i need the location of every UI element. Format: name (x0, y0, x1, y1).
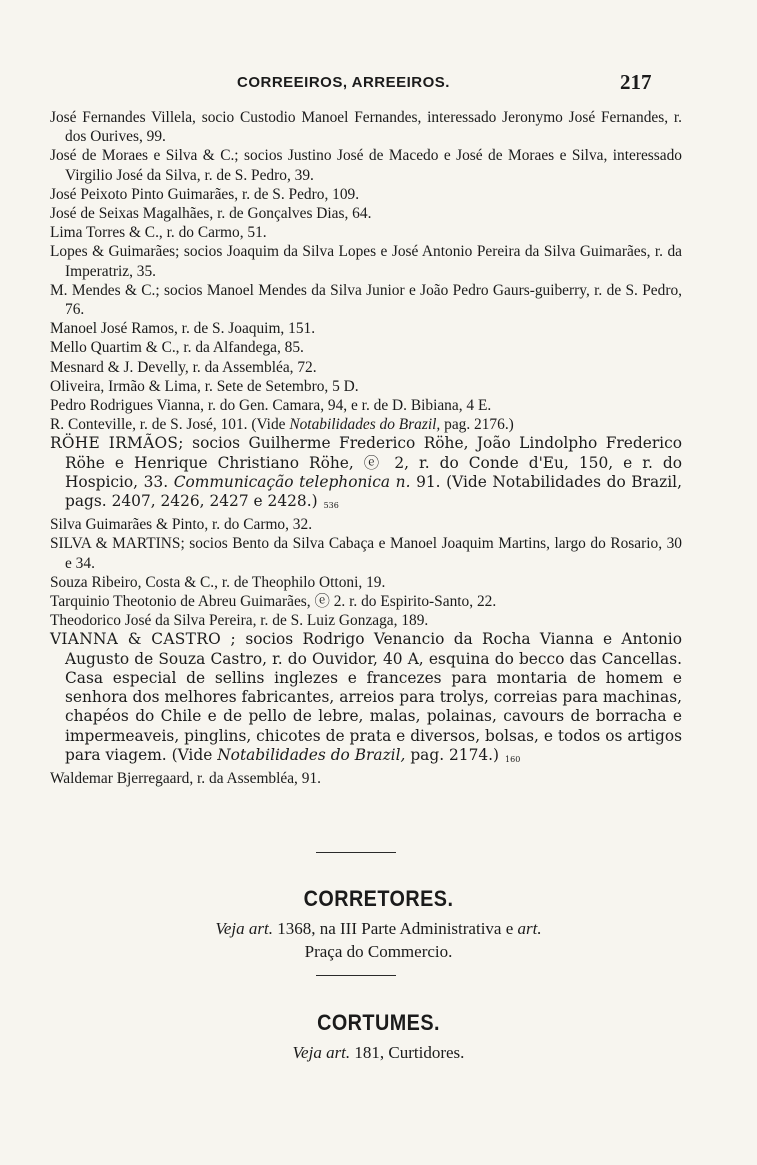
list-item (50, 573, 682, 592)
note-text: 181, Curtidores. (350, 1043, 465, 1062)
list-item (50, 396, 682, 415)
entry-body: socios Bento da Silva Cabaça e Manoel Joaquim Martins, largo do Rosario, 30 e 34. (65, 535, 682, 572)
list-item (50, 630, 682, 768)
entry-name: Waldemar Bjerregaard, (50, 769, 194, 787)
list-item (50, 592, 682, 611)
entry-body: r. do Carmo, 51. (162, 224, 267, 242)
entry-name: Manoel José Ramos, (50, 320, 178, 338)
list-item (50, 515, 682, 534)
list-item (50, 281, 682, 319)
entry-body: r. Sete de Setembro, 5 D. (200, 377, 359, 395)
entry-name: VIANNA & CASTRO ; (50, 630, 237, 649)
entry-body: ⓔ 2. r. do Espirito-Santo, 22. (310, 593, 497, 611)
entry-body: r. da Assembléa, 72. (188, 358, 317, 376)
note-italic: Veja art. (215, 919, 273, 938)
entry-body: r. da Alfandega, 85. (179, 339, 304, 357)
entry-name: Tarquinio Theotonio de Abreu Guimarães, (50, 593, 311, 611)
note-italic: art. (517, 919, 542, 938)
entry-name: José Peixoto Pinto Guimarães, (50, 185, 239, 203)
list-item (50, 415, 682, 434)
list-item (50, 242, 682, 280)
entry-name: Theodorico José da Silva Pereira, (50, 612, 257, 630)
list-item (50, 358, 682, 377)
entry-body: socios Guilherme Frederico Röhe, João Lindolpho Frederico Röhe e Henrique Christiano Röhe, ⓔ 2, r. do Conde d'Eu, 150, e r. do Hospicio, 33. (65, 434, 682, 491)
entry-name: Lopes & Guimarães; (50, 243, 180, 261)
entry-body: r. do Carmo, 32. (208, 516, 313, 534)
list-item (50, 223, 682, 242)
entry-name: José de Moraes e Silva & C.; (50, 147, 239, 165)
entry-body: r. de S. Joaquim, 151. (177, 320, 316, 338)
entry-tail: 91. (Vide Notabilidades do Brazil, pags. 2407, 2426, 2427 e 2428.) (65, 472, 682, 511)
entry-italic: Notabilidades do Brazil, (217, 745, 406, 764)
entry-body: r. de S. José, 101. (Vide (135, 416, 290, 434)
list-item (50, 204, 682, 223)
list-item (50, 108, 682, 146)
list-item (50, 146, 682, 184)
entry-name: José de Seixas Magalhães, (50, 205, 214, 223)
entry-name: Souza Ribeiro, Costa & C., (50, 573, 219, 591)
entry-name: Silva Guimarães & Pinto, (50, 516, 209, 534)
list-item (50, 769, 682, 788)
entry-tail: pag. 2174.) (405, 745, 500, 764)
running-head: CORREEIROS, ARREEIROS. (237, 74, 450, 91)
section-note-line-2: Praça do Commercio. (304, 942, 453, 961)
list-item (50, 611, 682, 630)
note-italic: Veja art. (292, 1043, 351, 1062)
note-text: 1368, na III Parte Administrativa e (272, 919, 518, 938)
divider (316, 852, 396, 853)
entry-tail: pag. 2176.) (440, 416, 514, 434)
section-note (0, 1042, 757, 1064)
entry-marker: 160 (505, 754, 521, 764)
section-title: CORRETORES. (303, 886, 454, 911)
list-item (50, 319, 682, 338)
entry-name: Mello Quartim & C., (50, 339, 180, 357)
entry-body: socios Manoel Mendes da Silva Junior e João Pedro Gaurs-guiberry, r. de S. Pedro, 76. (65, 281, 682, 319)
entry-body: socios Rodrigo Venancio da Rocha Vianna e Antonio Augusto de Souza Castro, r. do Ouvidor, 40 A, esquina do becco das Cancellas. Casa especial de sellins inglezes e francezes para montaria de homem e senhora dos melhores fabricantes, arreios para trolys, correias para machinas, chapéos do Chile e de pello de lebre, malas, polainas, cavours de borracha e impermeaveis, pinglins, chicotes de prata e diversos, bolsas, e todos os artigos para viagem. (Vide (65, 630, 682, 764)
entry-italic: Notabilidades do Brazil, (289, 416, 441, 434)
divider (316, 975, 396, 976)
entry-body: socios Justino José de Macedo e José de Moraes e Silva, interessado Virgilio José da Silva, r. de S. Pedro, 39. (65, 147, 682, 184)
entry-name: Pedro Rodrigues Vianna, (50, 397, 204, 415)
entry-marker: 536 (323, 501, 339, 511)
entry-name: Oliveira, Irmão & Lima, (50, 377, 201, 395)
list-item (50, 534, 682, 572)
list-item (50, 434, 682, 515)
page-number: 217 (620, 70, 652, 94)
entry-name: RÖHE IRMÃOS; (50, 434, 184, 453)
list-item (50, 338, 682, 357)
entry-name: Lima Torres & C., (50, 224, 163, 242)
list-item (50, 377, 682, 396)
entry-body: r. de Theophilo Ottoni, 19. (218, 573, 386, 591)
entry-name: José Fernandes Villela, (50, 109, 196, 126)
entry-body: r. da Assembléa, 91. (193, 769, 321, 787)
entry-name: R. Conteville, (50, 416, 136, 434)
entry-italic: Communicação telephonica n. (173, 472, 411, 491)
section-title: CORTUMES. (317, 1010, 440, 1035)
entry-list (50, 108, 682, 788)
entry-body: socios Joaquim da Silva Lopes e José Antonio Pereira da Silva Guimarães, r. da Imperatriz, 35. (65, 243, 682, 280)
entry-name: Mesnard & J. Develly, (50, 358, 189, 376)
entry-body: r. de Gonçalves Dias, 64. (213, 205, 372, 223)
page-header (0, 70, 757, 96)
entry-body: r. de S. Luiz Gonzaga, 189. (256, 612, 429, 630)
list-item (50, 185, 682, 204)
entry-body: r. do Gen. Camara, 94, e r. de D. Bibiana, 4 E. (203, 397, 492, 415)
section-note (0, 918, 757, 940)
entry-body: socio Custodio Manoel Fernandes, interessado Jeronymo José Fernandes, r. dos Ourives, 99. (65, 109, 683, 146)
entry-name: M. Mendes & C.; (50, 281, 160, 299)
entry-body: r. de S. Pedro, 109. (238, 185, 360, 203)
entry-name: SILVA & MARTINS; (50, 535, 185, 553)
